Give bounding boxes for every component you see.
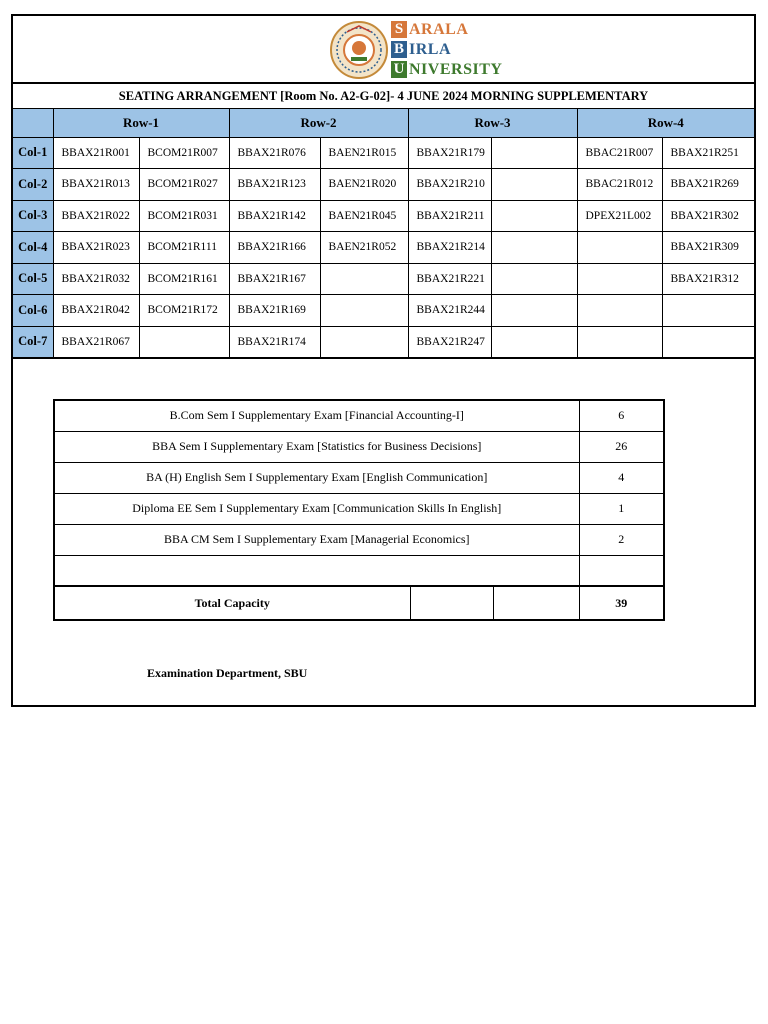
seat-cell (139, 326, 229, 358)
summary-row (54, 493, 664, 524)
col-header: Col-5 (13, 263, 53, 295)
table-row (13, 169, 754, 201)
document-page (11, 14, 756, 707)
row-header: Row-4 (577, 109, 754, 137)
seat-cell (491, 232, 577, 264)
col-header: Col-1 (13, 137, 53, 169)
total-label: Total Capacity (54, 586, 410, 620)
table-row (13, 200, 754, 232)
seat-cell: BBAX21R001 (53, 137, 139, 169)
exam-name: BBA Sem I Supplementary Exam [Statistics for Business Decisions] (54, 431, 579, 462)
seat-cell: BBAX21R076 (229, 137, 320, 169)
exam-name: B.Com Sem I Supplementary Exam [Financial Accounting-I] (54, 400, 579, 431)
exam-count: 4 (579, 462, 664, 493)
seat-cell (577, 263, 662, 295)
university-seal-icon (329, 20, 389, 80)
seat-cell: BBAX21R221 (408, 263, 491, 295)
brand-letter: B (391, 41, 407, 58)
seat-cell (320, 263, 408, 295)
col-header: Col-3 (13, 200, 53, 232)
col-header: Col-7 (13, 326, 53, 358)
exam-count: 2 (579, 524, 664, 555)
brand-name (391, 20, 502, 80)
brand-word: IRLA (409, 40, 452, 58)
table-row (13, 137, 754, 169)
seat-cell: BBAX21R174 (229, 326, 320, 358)
seat-cell (577, 295, 662, 327)
row-header-row (13, 109, 754, 137)
seat-cell (577, 232, 662, 264)
seat-cell: BBAX21R166 (229, 232, 320, 264)
brand-line (391, 20, 502, 39)
seat-cell: BBAX21R167 (229, 263, 320, 295)
seat-cell: BCOM21R172 (139, 295, 229, 327)
seat-cell: BBAX21R023 (53, 232, 139, 264)
seat-cell (491, 137, 577, 169)
summary-table (53, 399, 665, 621)
seat-cell: BAEN21R052 (320, 232, 408, 264)
seat-cell (491, 295, 577, 327)
seat-cell: BCOM21R027 (139, 169, 229, 201)
brand-line (391, 40, 502, 59)
brand-letter: S (391, 21, 407, 38)
seat-cell: BBAX21R142 (229, 200, 320, 232)
row-header: Row-2 (229, 109, 408, 137)
col-header: Col-4 (13, 232, 53, 264)
university-logo (329, 17, 509, 83)
seat-cell: BBAC21R012 (577, 169, 662, 201)
exam-count: 26 (579, 431, 664, 462)
seat-cell: BBAX21R210 (408, 169, 491, 201)
summary-row (54, 555, 664, 586)
seat-cell: BBAX21R309 (662, 232, 754, 264)
page-title: SEATING ARRANGEMENT [Room No. A2-G-02]- 4 JUNE 2024 MORNING SUPPLEMENTARY (13, 82, 754, 109)
col-header: Col-2 (13, 169, 53, 201)
seat-cell: BBAX21R123 (229, 169, 320, 201)
seat-cell (491, 326, 577, 358)
seat-cell: BBAX21R312 (662, 263, 754, 295)
summary-row (54, 462, 664, 493)
brand-line (391, 60, 502, 79)
seat-cell: BBAX21R244 (408, 295, 491, 327)
exam-count: 6 (579, 400, 664, 431)
footer-signature: Examination Department, SBU (147, 666, 308, 680)
seat-cell: BBAX21R247 (408, 326, 491, 358)
seat-cell: BBAX21R214 (408, 232, 491, 264)
brand-letter: U (391, 61, 407, 78)
table-row (13, 295, 754, 327)
corner-cell (13, 109, 53, 137)
summary-row (54, 400, 664, 431)
brand-word: NIVERSITY (409, 60, 503, 78)
seat-cell: BBAX21R302 (662, 200, 754, 232)
table-row (13, 232, 754, 264)
seat-cell: BAEN21R015 (320, 137, 408, 169)
col-header: Col-6 (13, 295, 53, 327)
row-header: Row-1 (53, 109, 229, 137)
summary-row (54, 431, 664, 462)
seat-cell: BAEN21R045 (320, 200, 408, 232)
seat-cell (662, 295, 754, 327)
seat-cell: BBAX21R042 (53, 295, 139, 327)
seat-cell: BCOM21R161 (139, 263, 229, 295)
brand-word: ARALA (409, 20, 469, 38)
exam-name: Diploma EE Sem I Supplementary Exam [Communication Skills In English] (54, 493, 579, 524)
seat-cell: BBAX21R269 (662, 169, 754, 201)
seat-cell: BBAX21R022 (53, 200, 139, 232)
seat-cell (320, 295, 408, 327)
seat-cell: BBAX21R251 (662, 137, 754, 169)
seat-cell: BBAX21R179 (408, 137, 491, 169)
exam-name: BA (H) English Sem I Supplementary Exam [English Communication] (54, 462, 579, 493)
seat-cell (491, 263, 577, 295)
seat-cell: BBAC21R007 (577, 137, 662, 169)
seat-cell: BCOM21R031 (139, 200, 229, 232)
seat-cell (662, 326, 754, 358)
seat-cell: DPEX21L002 (577, 200, 662, 232)
total-blank-cell (410, 586, 493, 620)
seat-cell: BBAX21R032 (53, 263, 139, 295)
seat-cell (491, 169, 577, 201)
total-value: 39 (579, 586, 664, 620)
seat-cell: BAEN21R020 (320, 169, 408, 201)
seat-cell (491, 200, 577, 232)
seat-cell (320, 326, 408, 358)
exam-count (579, 555, 664, 586)
seat-cell: BBAX21R013 (53, 169, 139, 201)
total-blank-cell (493, 586, 579, 620)
seat-cell: BBAX21R211 (408, 200, 491, 232)
total-row (54, 586, 664, 620)
row-header: Row-3 (408, 109, 577, 137)
seat-cell (577, 326, 662, 358)
summary-row (54, 524, 664, 555)
exam-count: 1 (579, 493, 664, 524)
table-row (13, 263, 754, 295)
seat-cell: BCOM21R111 (139, 232, 229, 264)
seat-cell: BBAX21R067 (53, 326, 139, 358)
exam-name (54, 555, 579, 586)
seat-cell: BCOM21R007 (139, 137, 229, 169)
seating-table (13, 109, 754, 359)
seat-cell: BBAX21R169 (229, 295, 320, 327)
exam-name: BBA CM Sem I Supplementary Exam [Managerial Economics] (54, 524, 579, 555)
table-row (13, 326, 754, 358)
